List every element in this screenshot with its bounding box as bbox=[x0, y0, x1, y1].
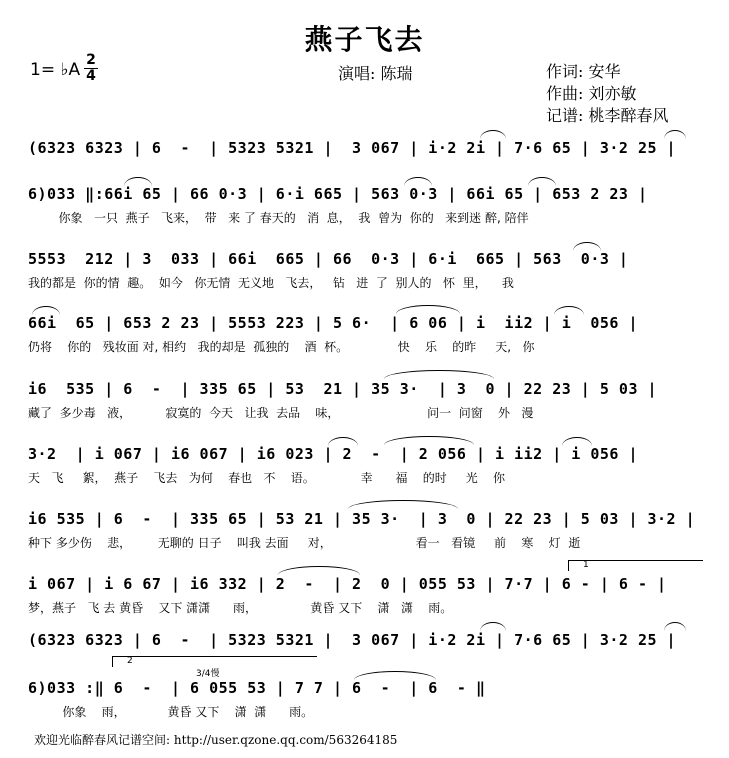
time-signature-top: 2 bbox=[86, 52, 96, 68]
notation-line: i 067 | i 6 67 | i6 332 | 2 - | 2 0 | 055 53 | 7·7 | 6 - | 6 - | bbox=[28, 575, 667, 593]
notation-line: 5553 212 | 3 033 | 66i 665 | 66 0·3 | 6·i 665 | 563 0·3 | bbox=[28, 250, 629, 268]
notation-line: (6323 6323 | 6 - | 5323 5321 | 3 067 | i·2 2i | 7·6 65 | 3·2 25 | bbox=[28, 631, 677, 649]
score-row bbox=[28, 313, 692, 367]
lyrics-line: 我的都是 你的情 趣。 如今 你无情 无义地 飞去， 钻 进 了 别人的 怀 里， 我 bbox=[28, 276, 514, 290]
score-row bbox=[28, 560, 692, 628]
time-signature-bottom: 4 bbox=[86, 68, 96, 84]
lyrics-line: 天 飞 絮， 燕子 飞去 为何 春也 不 语。 幸 福 的时 光 你 bbox=[28, 471, 506, 485]
first-ending: 1 bbox=[568, 560, 703, 571]
score-row bbox=[28, 379, 692, 433]
score-row bbox=[28, 249, 692, 303]
notation-line: 6)033 :‖ 6 - | 6 055 53 | 7 7 | 6 - | 6 - ‖ bbox=[28, 679, 486, 697]
footer-text: 欢迎光临醉春风记谱空间: http://user.qzone.qq.com/563264185 bbox=[34, 733, 398, 747]
notation-line: 6)033 ‖:66i 65 | 66 0·3 | 6·i 665 | 563 0·3 | 66i 65 | 653 2 23 | bbox=[28, 185, 648, 203]
singer-credit: 演唱: 陈瑞 bbox=[338, 64, 413, 83]
tempo-note: 3/4慢 bbox=[196, 669, 220, 679]
score-row bbox=[28, 656, 692, 732]
lyrics-line: 藏了 多少毒 液， 寂寞的 今天 让我 去品 味， 问一 问窗 外 漫 bbox=[28, 406, 534, 420]
score-row bbox=[28, 184, 692, 238]
lyricist-credit: 作词: 安华 bbox=[546, 62, 621, 81]
composer-credit: 作曲: 刘亦敏 bbox=[546, 84, 637, 103]
lyrics-line: 梦，燕子 飞 去 黄昏 又下 潇潇 雨， 黄昏 又下 潇 潇 雨。 bbox=[28, 601, 453, 615]
key-signature: 1= ♭A bbox=[30, 60, 81, 80]
notation-line: i6 535 | 6 - | 335 65 | 53 21 | 35 3· | 3 0 | 22 23 | 5 03 | 3·2 | bbox=[28, 510, 696, 528]
notation-line: 3·2 | i 067 | i6 067 | i6 023 | 2 - | 2 056 | i ii2 | i 056 | bbox=[28, 445, 638, 463]
notation-line: (6323 6323 | 6 - | 5323 5321 | 3 067 | i·2 2i | 7·6 65 | 3·2 25 | bbox=[28, 139, 677, 157]
lyrics-line: 你象 雨， 黄昏 又下 潇 潇 雨。 bbox=[28, 705, 314, 719]
lyrics-line: 你象 一只 燕子 飞来， 带 来 了 春天的 消 息， 我 曾为 你的 来到迷 醉, 陪伴 bbox=[28, 211, 529, 225]
song-title: 燕子飞去 bbox=[304, 23, 425, 56]
score-row bbox=[28, 509, 696, 563]
transcriber-credit: 记谱: 桃李醉春风 bbox=[546, 106, 669, 125]
lyrics-line: 种下 多少伤 悲， 无聊的 日子 叫我 去面 对， 看一 看镜 前 寒 灯 逝 bbox=[28, 536, 581, 550]
second-ending: 2 bbox=[112, 656, 317, 667]
notation-line: 66i 65 | 653 2 23 | 5553 223 | 5 6· | 6 06 | i ii2 | i 056 | bbox=[28, 314, 638, 332]
credits-block bbox=[546, 61, 668, 127]
time-signature bbox=[84, 54, 98, 83]
score-row bbox=[28, 444, 692, 498]
lyrics-line: 仍将 你的 残妆面 对, 相约 我的却是 孤独的 酒 杯。 快 乐 的昨 天, 你 bbox=[28, 340, 535, 354]
notation-line: i6 535 | 6 - | 335 65 | 53 21 | 35 3· | 3 0 | 22 23 | 5 03 | bbox=[28, 380, 658, 398]
